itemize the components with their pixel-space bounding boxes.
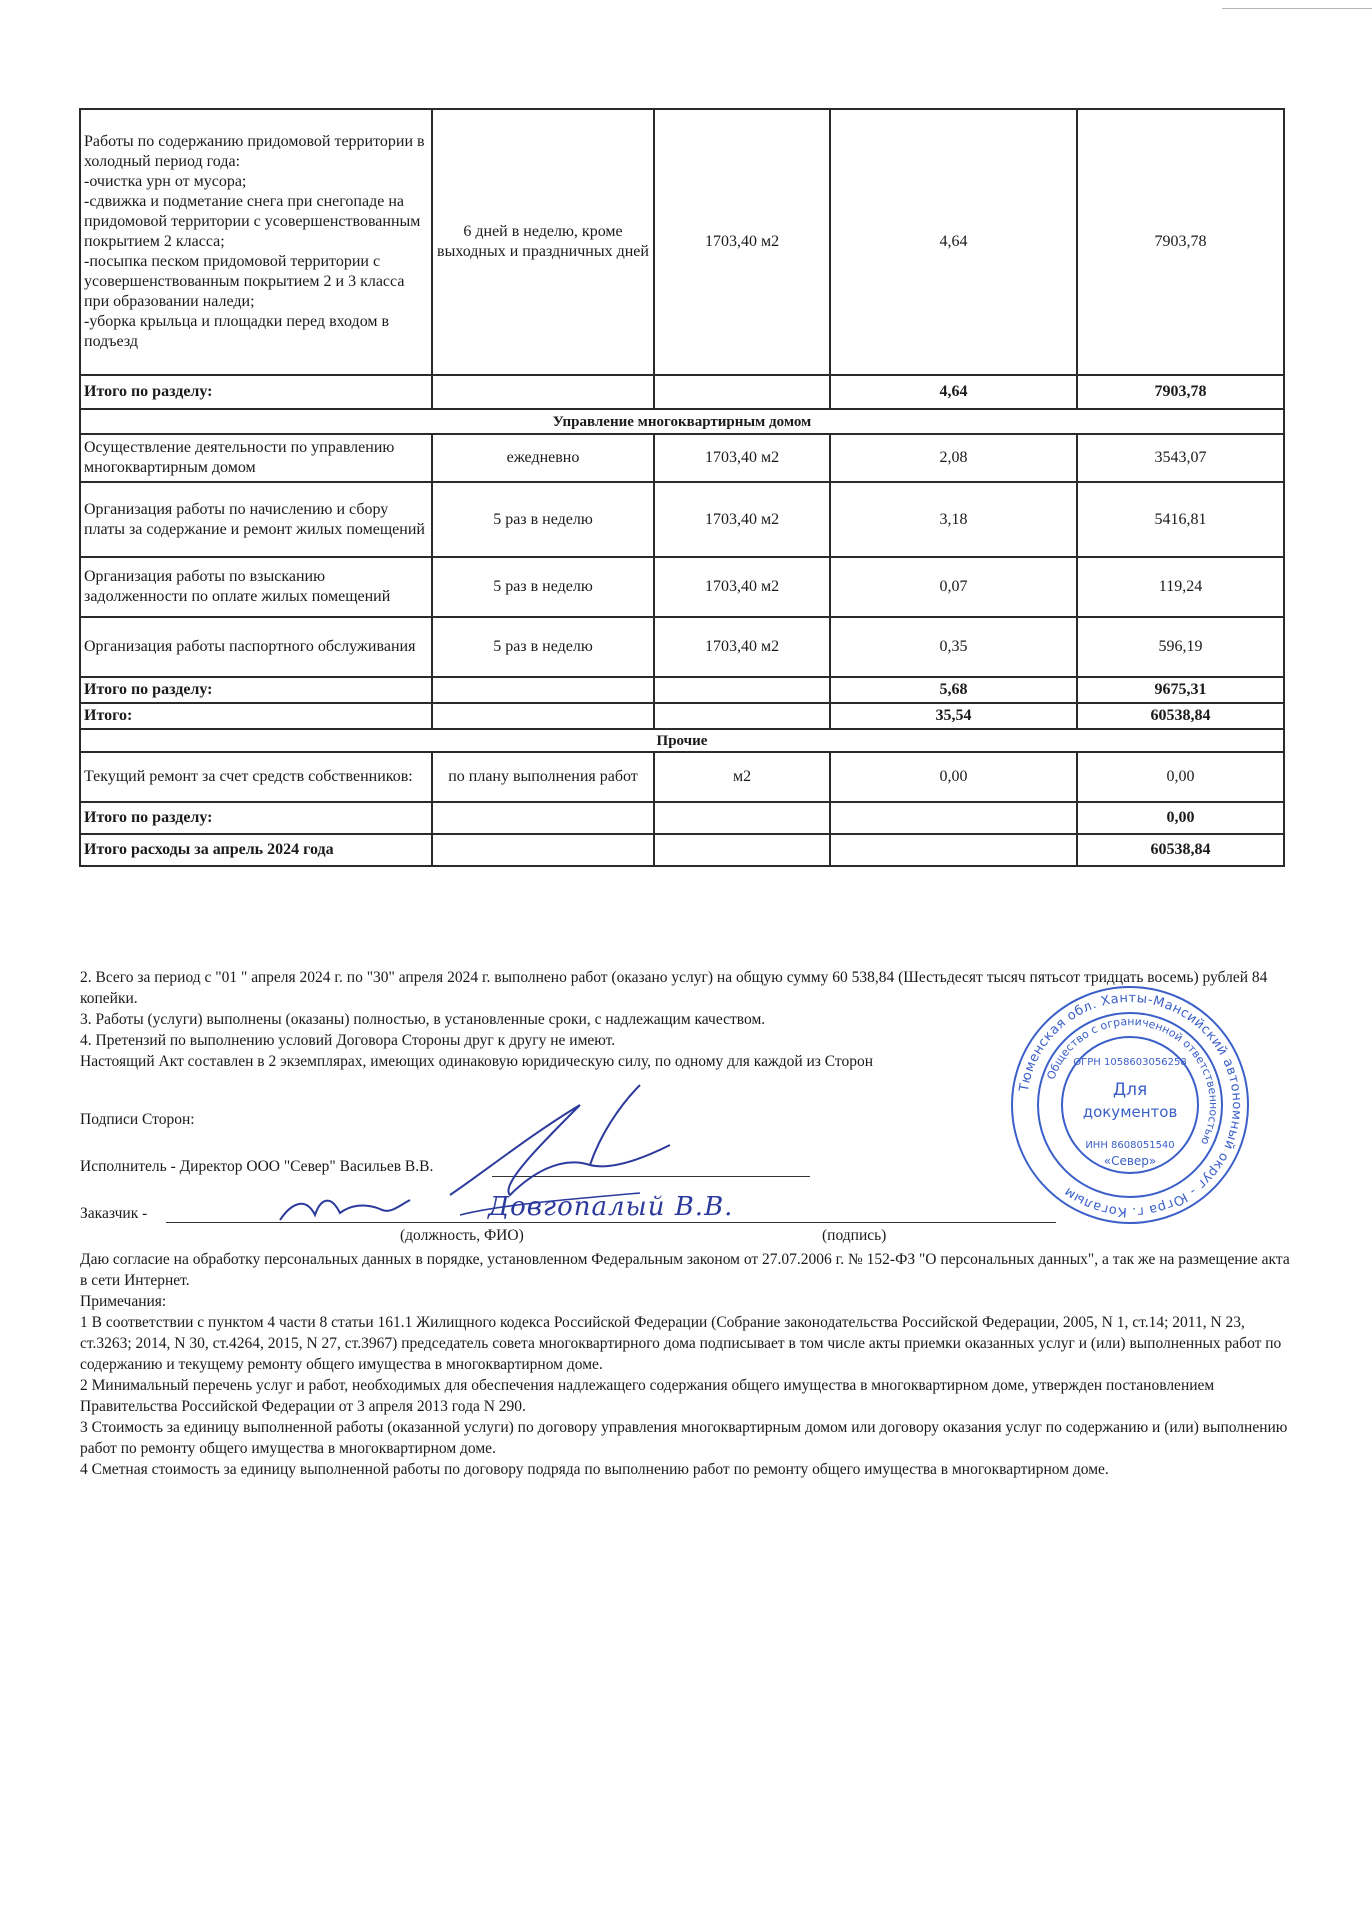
executor-signature-label: Исполнитель - Директор ООО "Север" Васильев В.В. <box>80 1158 434 1175</box>
frequency-cell <box>432 375 654 409</box>
sum-cell: 5416,81 <box>1077 482 1284 557</box>
sum-cell: 60538,84 <box>1077 703 1284 729</box>
table-row <box>80 434 1284 482</box>
frequency-cell <box>432 834 654 866</box>
consent-and-remarks <box>80 1249 1290 1480</box>
note-total-sum: 2. Всего за период с "01 " апреля 2024 г. по "30" апреля 2024 г. выполнено работ (оказано услуг) на общую сумму 60 538,84 (Шестьдесят тысяч пятьсот тридцать восемь) рублей 84 копейки. <box>80 969 1268 1007</box>
frequency-cell: 6 дней в неделю, кроме выходных и праздничных дней <box>432 109 654 375</box>
organization-stamp <box>1005 980 1255 1230</box>
customer-signature-label: Заказчик - <box>80 1205 148 1222</box>
sum-cell: 596,19 <box>1077 617 1284 677</box>
caption-signature: (подпись) <box>822 1227 887 1244</box>
table-row <box>80 752 1284 802</box>
sum-cell: 7903,78 <box>1077 375 1284 409</box>
rate-cell: 2,08 <box>830 434 1077 482</box>
subtotal-row <box>80 703 1284 729</box>
work-name-cell: Текущий ремонт за счет средств собственников: <box>80 752 432 802</box>
frequency-cell <box>432 802 654 834</box>
volume-cell <box>654 802 830 834</box>
note-claims: 4. Претензий по выполнению условий Договора Стороны друг к другу не имеют. <box>80 1032 616 1049</box>
volume-cell <box>654 677 830 703</box>
frequency-cell <box>432 703 654 729</box>
volume-cell <box>654 703 830 729</box>
volume-cell: м2 <box>654 752 830 802</box>
rate-cell <box>830 802 1077 834</box>
work-name-cell: Работы по содержанию придомовой территории в холодный период года: -очистка урн от мусора; -сдвижка и подметание снега при снегопаде на придомовой территории с усовершенствованным покрытием 2 класса; -посыпка песком придомовой территории с усовершенствованным покрытием 2 и 3 класса при образовании наледи; -уборка крыльца и площадки перед входом в подъезд <box>80 109 432 375</box>
remarks-title: Примечания: <box>80 1293 167 1310</box>
volume-cell <box>654 375 830 409</box>
customer-handwritten-name: Довгопалый В.В. <box>488 1192 734 1222</box>
table-row <box>80 109 1284 375</box>
subtotal-label-cell: Итого расходы за апрель 2024 года <box>80 834 432 866</box>
caption-position-name: (должность, ФИО) <box>400 1227 524 1244</box>
rate-cell: 35,54 <box>830 703 1077 729</box>
sum-cell: 0,00 <box>1077 802 1284 834</box>
subtotal-label-cell: Итого по разделу: <box>80 802 432 834</box>
customer-handwritten-initials <box>270 1185 430 1235</box>
section-title-cell: Управление многоквартирным домом <box>80 409 1284 434</box>
subtotal-row <box>80 375 1284 409</box>
table-row <box>80 617 1284 677</box>
remark-1: 1 В соответствии с пунктом 4 части 8 статьи 161.1 Жилищного кодекса Российской Федерации (Собрание законодательства Российской Федерации, 2005, N 1, ст.14; 2011, N 23, ст.3263; 2014, N 30, ст.4264, 2015, N 27, ст.3967) председатель совета многоквартирного дома подписывает в том числе акты приемки оказанных услуг и (или) выполненных работ по содержанию и текущему ремонту общего имущества в многоквартирном доме. <box>80 1314 1282 1373</box>
volume-cell: 1703,40 м2 <box>654 557 830 617</box>
subtotal-label-cell: Итого по разделу: <box>80 375 432 409</box>
rate-cell: 3,18 <box>830 482 1077 557</box>
section-title-cell: Прочие <box>80 729 1284 752</box>
sum-cell: 0,00 <box>1077 752 1284 802</box>
frequency-cell: 5 раз в неделю <box>432 482 654 557</box>
rate-cell: 4,64 <box>830 375 1077 409</box>
svg-text:Для: Для <box>1112 1080 1148 1100</box>
rate-cell <box>830 834 1077 866</box>
volume-cell <box>654 834 830 866</box>
rate-cell: 0,35 <box>830 617 1077 677</box>
frequency-cell <box>432 677 654 703</box>
volume-cell: 1703,40 м2 <box>654 482 830 557</box>
rate-cell: 4,64 <box>830 109 1077 375</box>
work-name-cell: Организация работы по начислению и сбору платы за содержание и ремонт жилых помещений <box>80 482 432 557</box>
consent-text: Даю согласие на обработку персональных данных в порядке, установленном Федеральным законом от 27.07.2006 г. № 152-ФЗ "О персональных данных", а так же на размещение акта в сети Интернет. <box>80 1251 1290 1289</box>
table-row <box>80 482 1284 557</box>
svg-text:Общество с ограниченной ответс: Общество с ограниченной ответственностью <box>1044 1014 1221 1147</box>
subtotal-label-cell: Итого: <box>80 703 432 729</box>
sum-cell: 7903,78 <box>1077 109 1284 375</box>
table-row <box>80 557 1284 617</box>
svg-text:«Север»: «Север» <box>1103 1154 1157 1168</box>
work-name-cell: Организация работы паспортного обслуживания <box>80 617 432 677</box>
work-name-cell: Осуществление деятельности по управлению многоквартирным домом <box>80 434 432 482</box>
svg-text:ОГРН 1058603056258: ОГРН 1058603056258 <box>1073 1057 1187 1068</box>
subtotal-row <box>80 834 1284 866</box>
note-copies: Настоящий Акт составлен в 2 экземплярах, имеющих одинаковую юридическую силу, по одному для каждой из Сторон <box>80 1053 874 1070</box>
sum-cell: 60538,84 <box>1077 834 1284 866</box>
sum-cell: 9675,31 <box>1077 677 1284 703</box>
frequency-cell: по плану выполнения работ <box>432 752 654 802</box>
subtotal-row <box>80 802 1284 834</box>
volume-cell: 1703,40 м2 <box>654 109 830 375</box>
section-header-row <box>80 409 1284 434</box>
section-header-row <box>80 729 1284 752</box>
sum-cell: 119,24 <box>1077 557 1284 617</box>
works-table <box>79 108 1285 867</box>
scan-edge-line <box>1222 8 1372 9</box>
frequency-cell: 5 раз в неделю <box>432 617 654 677</box>
signatures-title: Подписи Сторон: <box>80 1111 195 1128</box>
remark-3: 3 Стоимость за единицу выполненной работы (оказанной услуги) по договору управления многоквартирным домом или договору оказания услуг по содержанию и (или) выполнению работ по ремонту общего имущества в многоквартирном доме. <box>80 1419 1288 1457</box>
rate-cell: 5,68 <box>830 677 1077 703</box>
volume-cell: 1703,40 м2 <box>654 617 830 677</box>
subtotal-row <box>80 677 1284 703</box>
volume-cell: 1703,40 м2 <box>654 434 830 482</box>
remark-4: 4 Сметная стоимость за единицу выполненной работы по договору подряда по выполнению работ по ремонту общего имущества в многоквартирном доме. <box>80 1461 1109 1478</box>
svg-text:ИНН 8608051540: ИНН 8608051540 <box>1085 1140 1175 1151</box>
frequency-cell: ежедневно <box>432 434 654 482</box>
svg-text:Тюменская обл. Ханты-Мансийски: Тюменская обл. Ханты-Мансийский автономный округ - Югра г. Когалым <box>1016 990 1245 1220</box>
sum-cell: 3543,07 <box>1077 434 1284 482</box>
remark-2: 2 Минимальный перечень услуг и работ, необходимых для обеспечения надлежащего содержания общего имущества в многоквартирном доме, утвержден постановлением Правительства Российской Федерации от 3 апреля 2013 года N 290. <box>80 1377 1215 1415</box>
frequency-cell: 5 раз в неделю <box>432 557 654 617</box>
subtotal-label-cell: Итого по разделу: <box>80 677 432 703</box>
note-quality: 3. Работы (услуги) выполнены (оказаны) полностью, в установленные сроки, с надлежащим качеством. <box>80 1011 766 1028</box>
rate-cell: 0,00 <box>830 752 1077 802</box>
rate-cell: 0,07 <box>830 557 1077 617</box>
svg-text:документов: документов <box>1082 1103 1178 1121</box>
work-name-cell: Организация работы по взысканию задолженности по оплате жилых помещений <box>80 557 432 617</box>
